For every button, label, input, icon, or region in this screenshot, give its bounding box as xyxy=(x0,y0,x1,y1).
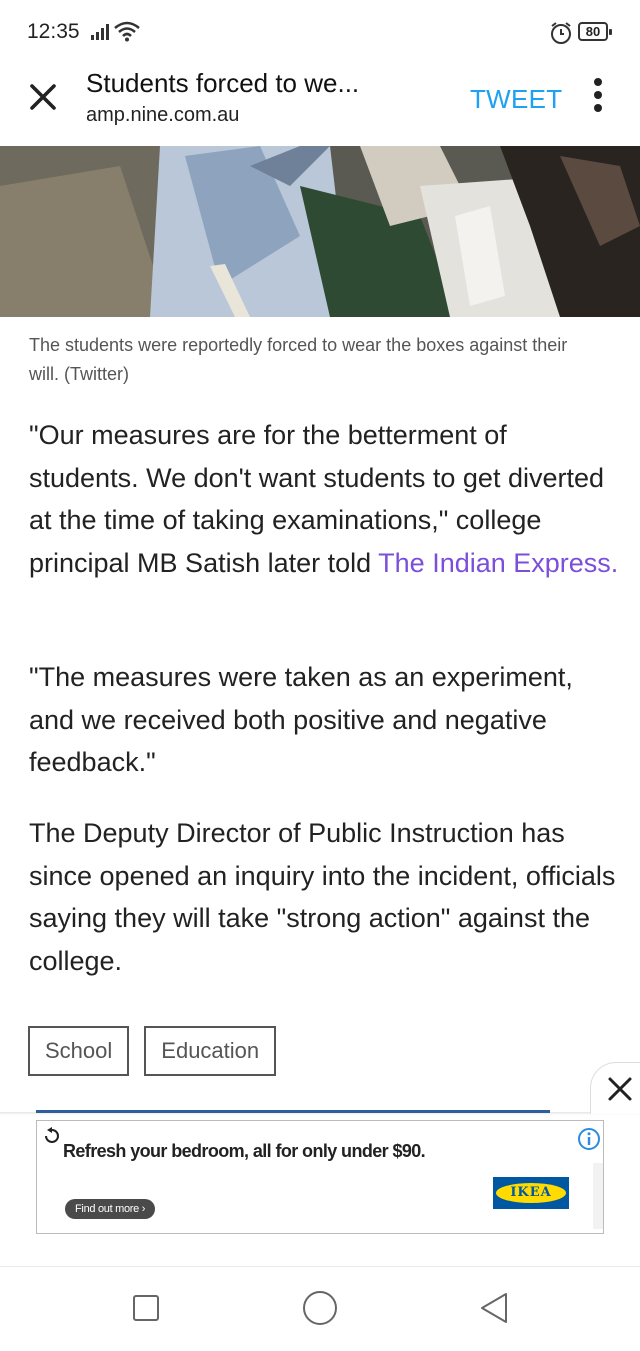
close-icon[interactable] xyxy=(26,80,60,114)
alarm-icon xyxy=(549,21,573,45)
wifi-icon xyxy=(113,20,141,42)
ad-side-strip xyxy=(593,1163,603,1229)
indian-express-link[interactable]: The Indian Express. xyxy=(378,548,619,579)
article-paragraph xyxy=(29,414,619,585)
home-icon[interactable] xyxy=(303,1291,337,1325)
ad-cta-label: Find out more xyxy=(75,1203,139,1215)
ad-banner[interactable] xyxy=(36,1120,604,1234)
tweet-button[interactable]: TWEET xyxy=(470,84,563,114)
browser-header xyxy=(0,62,640,146)
ikea-logo-text: IKEA xyxy=(496,1183,566,1203)
page-domain: amp.nine.com.au xyxy=(86,104,240,126)
paragraph-text: "Our measures are for the betterment of students. We don't want students to get diverted at the time of taking examinations," college principal MB Satish later told xyxy=(29,420,605,579)
status-time: 12:35 xyxy=(27,20,80,43)
battery-icon: 80 xyxy=(578,22,608,41)
article-paragraph: "The measures were taken as an experiment, and we received both positive and negative feedback." xyxy=(29,662,573,778)
refresh-icon[interactable] xyxy=(43,1127,61,1145)
image-caption: The students were reportedly forced to wear the boxes against their will. (Twitter) xyxy=(29,335,568,384)
ad-close-button[interactable] xyxy=(590,1062,640,1114)
more-options-icon[interactable] xyxy=(588,78,608,118)
tag-list xyxy=(28,1026,276,1076)
system-nav-bar xyxy=(0,1266,640,1351)
status-bar xyxy=(0,0,640,62)
tag-school[interactable]: School xyxy=(28,1026,129,1076)
tag-education[interactable]: Education xyxy=(144,1026,276,1076)
ad-top-line xyxy=(36,1110,550,1113)
ad-headline: Refresh your bedroom, all for only under $90. xyxy=(63,1141,426,1161)
article-paragraph: The Deputy Director of Public Instruction has since opened an inquiry into the incident, officials saying they will take "strong action" against the college. xyxy=(29,818,616,977)
close-icon xyxy=(591,1063,640,1115)
ad-cta-button[interactable]: Find out more › xyxy=(65,1199,155,1219)
info-icon[interactable] xyxy=(577,1127,601,1151)
article-image xyxy=(0,146,640,317)
signal-icon xyxy=(91,24,109,40)
recent-apps-icon[interactable] xyxy=(133,1295,159,1321)
back-icon[interactable] xyxy=(478,1291,510,1325)
ikea-logo xyxy=(493,1177,569,1209)
page-title: Students forced to we... xyxy=(86,68,360,98)
